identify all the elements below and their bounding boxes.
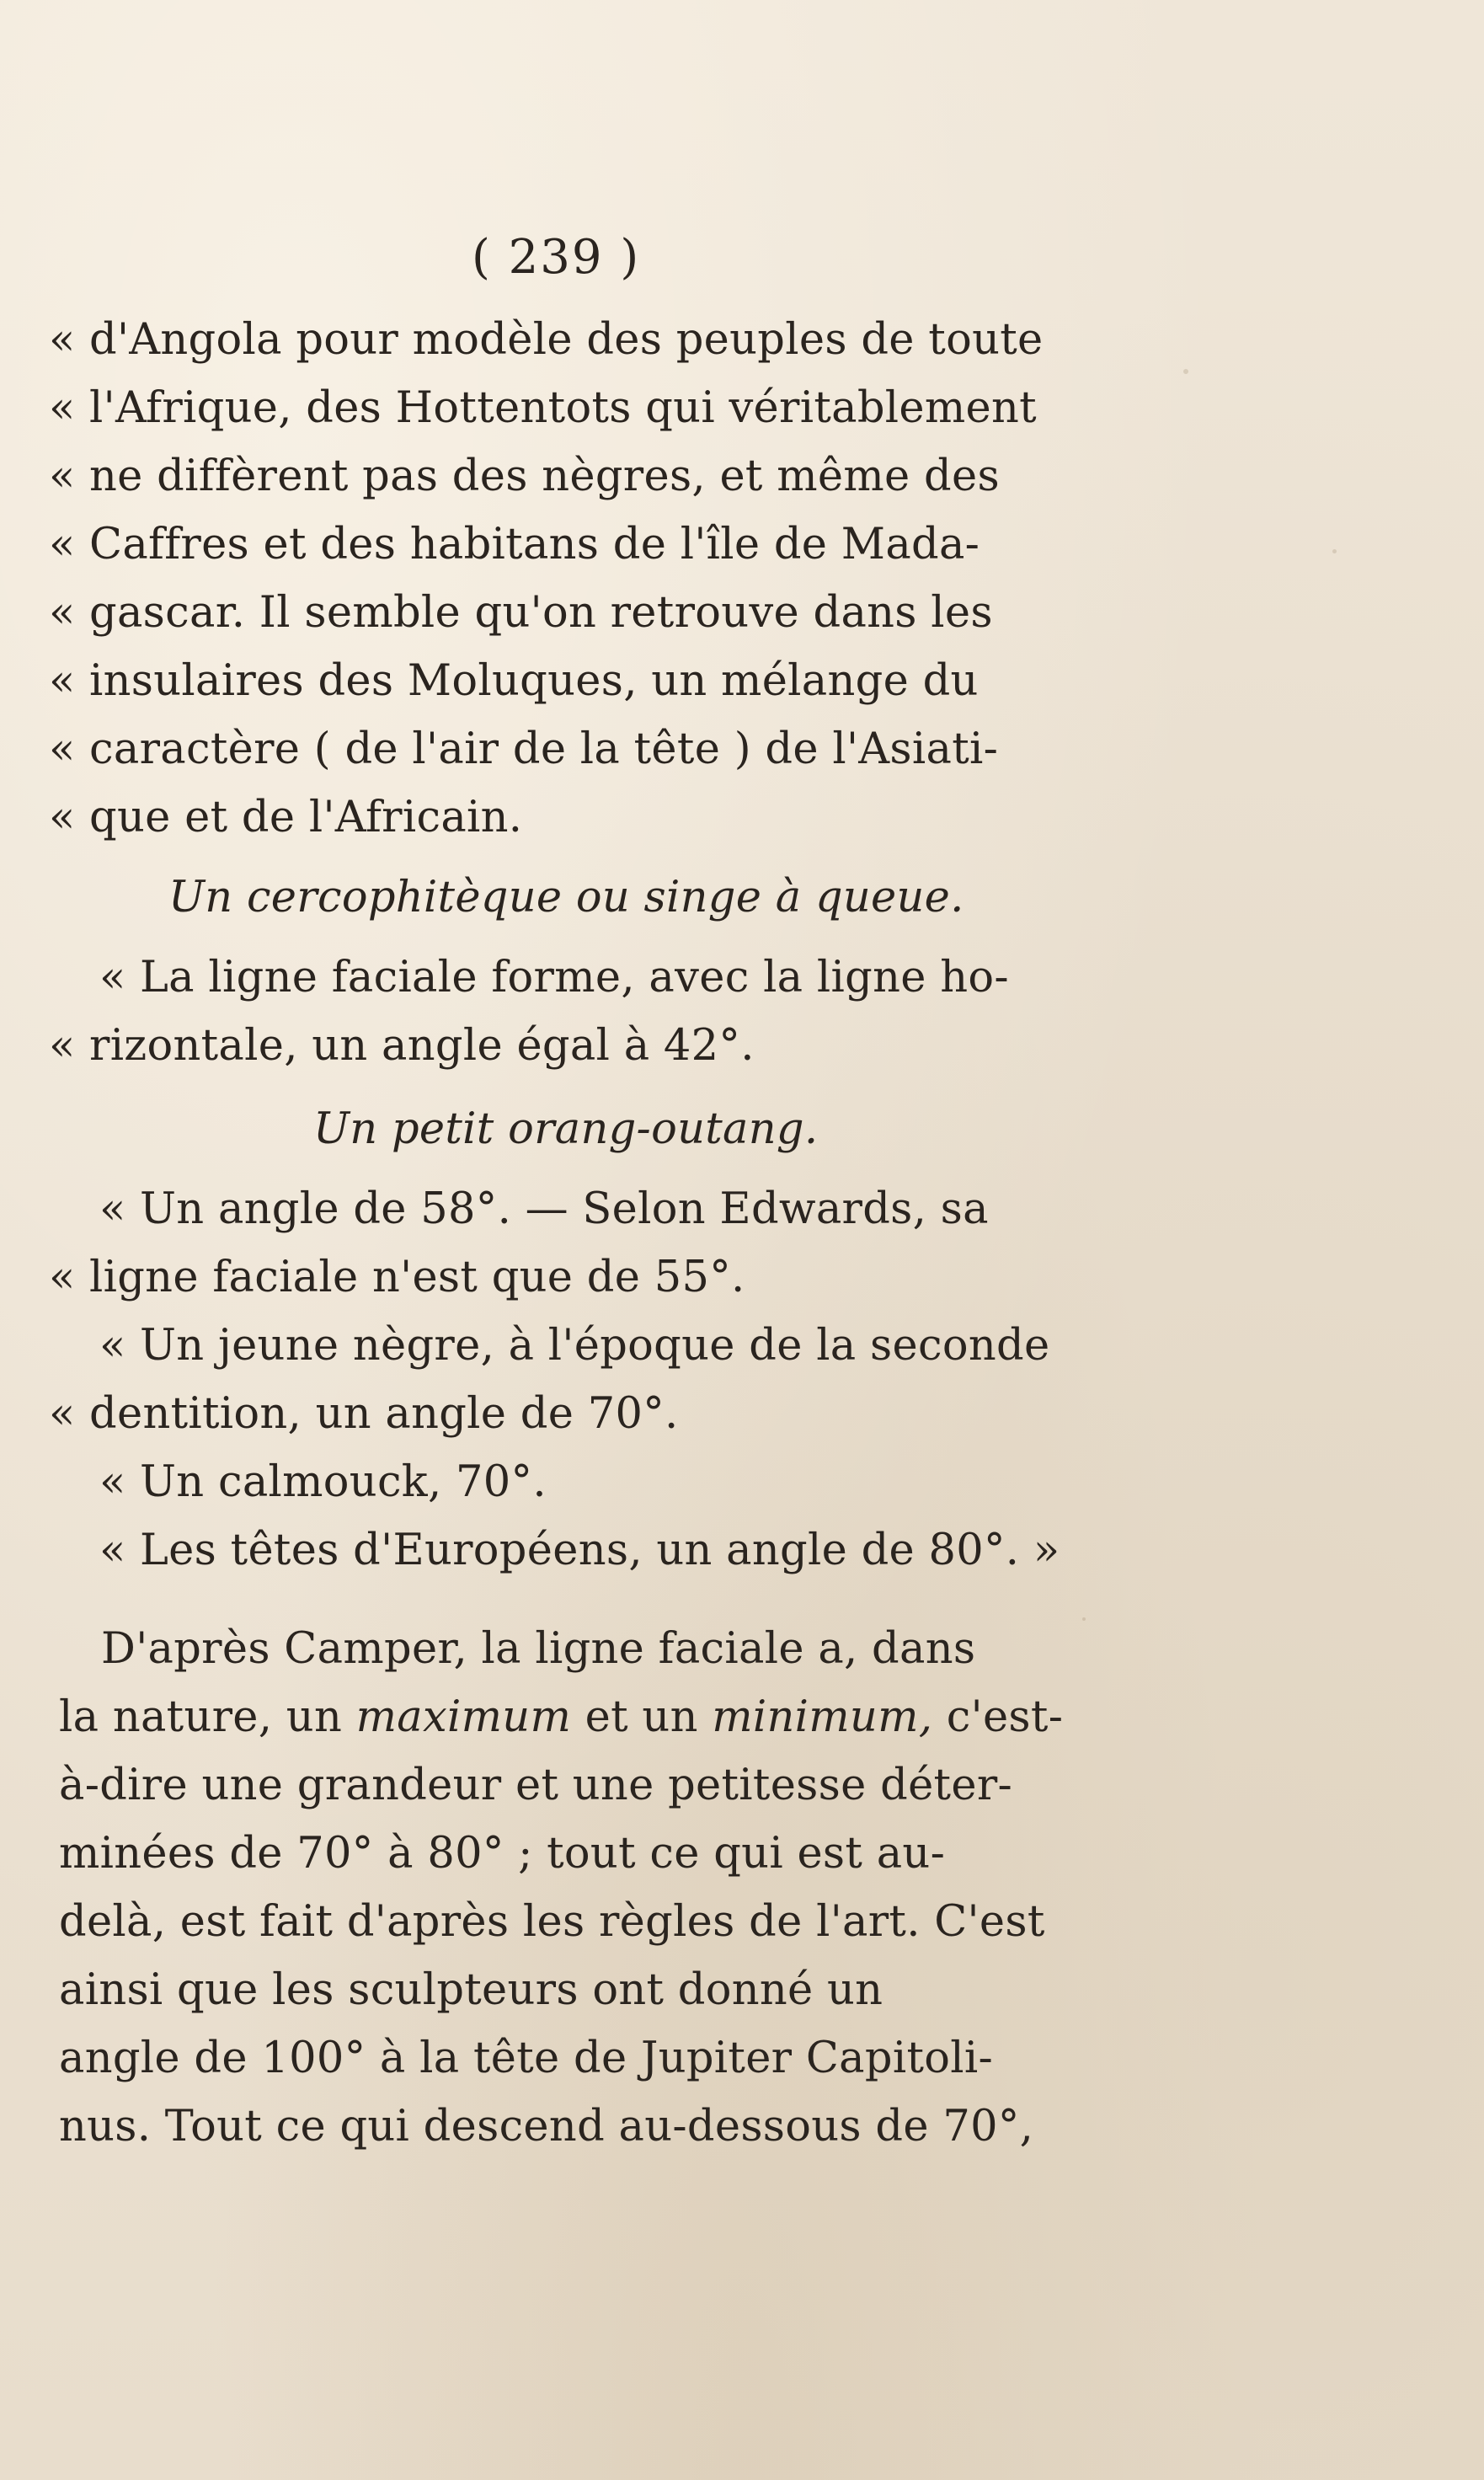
text-line: « l'Afrique, des Hottentots qui véritablement [49, 383, 1037, 433]
text-fragment: et un [571, 1692, 713, 1742]
text-line: « insulaires des Moluques, un mélange du [49, 656, 979, 706]
text-fragment: c'est- [932, 1692, 1064, 1742]
paper-spot [1082, 1617, 1086, 1621]
text-line: « La ligne faciale forme, avec la ligne ho- [99, 953, 1009, 1002]
text-line: ainsi que les sculpteurs ont donné un [59, 1965, 883, 2015]
text-line: nus. Tout ce qui descend au-dessous de 70°, [59, 2102, 1034, 2151]
emphasis-maximum: maximum [355, 1692, 572, 1742]
text-fragment: la nature, un [59, 1692, 356, 1742]
text-line: « Un calmouck, 70°. [99, 1457, 547, 1507]
paper-spot [1332, 549, 1337, 553]
text-line: « que et de l'Africain. [49, 793, 523, 842]
text-line [59, 1692, 1064, 1742]
section-heading: Un cercophitèque ou singe à queue. [168, 873, 964, 922]
text-line: minées de 70° à 80° ; tout ce qui est au- [59, 1829, 946, 1879]
text-line: « Un angle de 58°. — Selon Edwards, sa [99, 1184, 989, 1234]
text-line: « gascar. Il semble qu'on retrouve dans les [49, 588, 993, 638]
text-line: angle de 100° à la tête de Jupiter Capitoli- [59, 2034, 994, 2083]
emphasis-minimum: minimum, [712, 1692, 933, 1742]
text-line: « ne diffèrent pas des nègres, et même des [49, 452, 1000, 501]
text-line: « rizontale, un angle égal à 42°. [49, 1021, 755, 1071]
text-line: D'après Camper, la ligne faciale a, dans [101, 1624, 976, 1674]
text-line: « ligne faciale n'est que de 55°. [49, 1253, 745, 1302]
text-line: « d'Angola pour modèle des peuples de toute [49, 315, 1044, 365]
section-heading: Un petit orang-outang. [313, 1104, 819, 1154]
paper-spot [1183, 369, 1188, 374]
page-number: ( 239 ) [472, 230, 641, 285]
text-line: « caractère ( de l'air de la tête ) de l'Asiati- [49, 724, 999, 774]
text-line: « Un jeune nègre, à l'époque de la seconde [99, 1321, 1050, 1371]
text-line: « dentition, un angle de 70°. [49, 1389, 679, 1439]
text-line: delà, est fait d'après les règles de l'art. C'est [59, 1897, 1045, 1947]
text-line: à-dire une grandeur et une petitesse déter- [59, 1761, 1013, 1810]
text-line: « Les têtes d'Européens, un angle de 80°. » [99, 1526, 1060, 1575]
text-line: « Caffres et des habitans de l'île de Mada- [49, 520, 980, 569]
